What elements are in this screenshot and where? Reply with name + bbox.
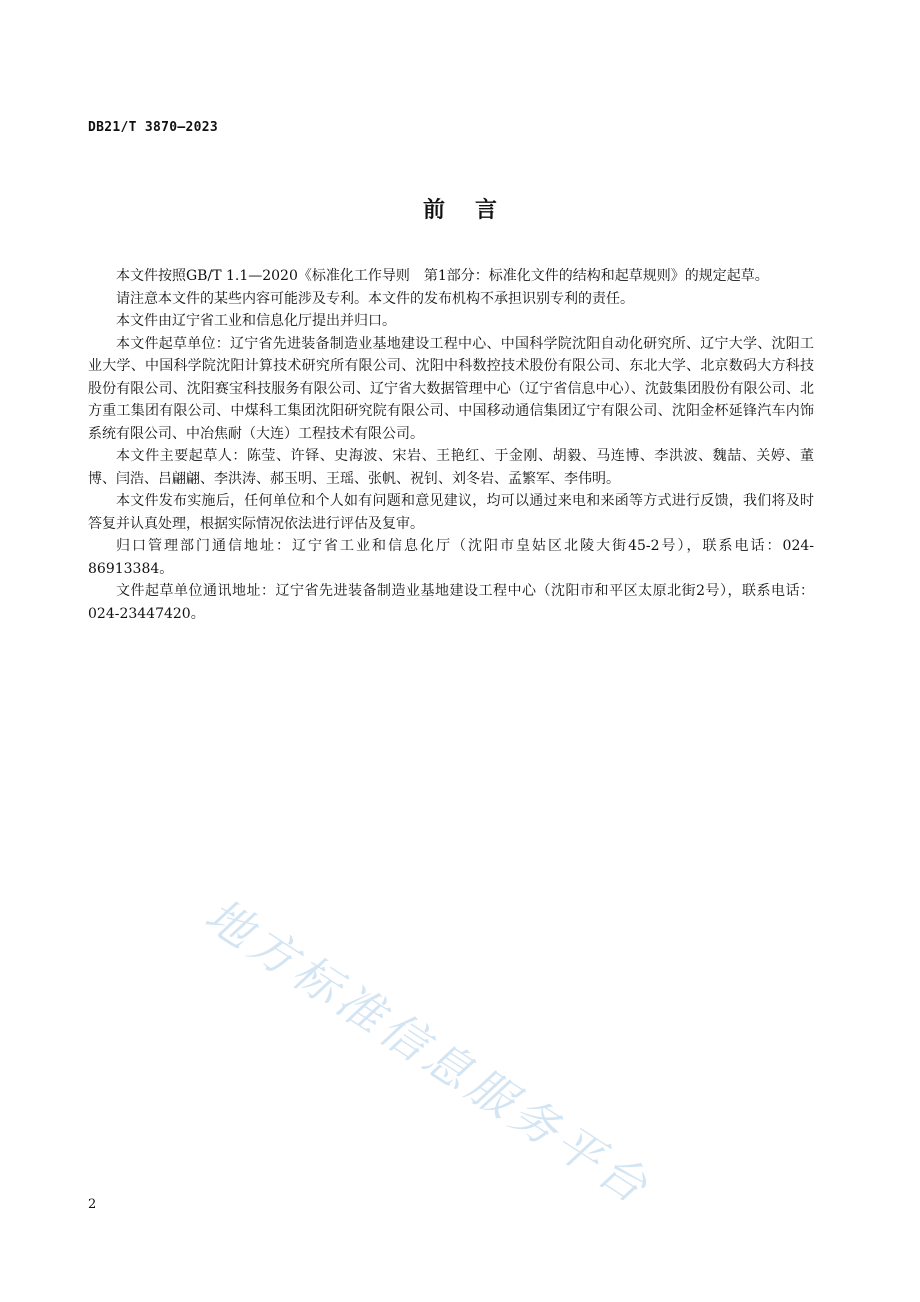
paragraph-drafting-rules: 本文件按照GB/T 1.1—2020《标准化工作导则 第1部分：标准化文件的结构和起草规则》的规定起草。 [116, 268, 769, 284]
paragraph-authority-address: 归口管理部门通信地址：辽宁省工业和信息化厅（沈阳市皇姑区北陵大街45-2号），联系电话：024-86913384。 [88, 538, 814, 577]
paragraph-feedback: 本文件发布实施后，任何单位和个人如有问题和意见建议，均可以通过来电和来函等方式进行反馈，我们将及时答复并认真处理，根据实际情况依法进行评估及复审。 [88, 493, 814, 532]
paragraph-patent-notice: 请注意本文件的某些内容可能涉及专利。本文件的发布机构不承担识别专利的责任。 [116, 290, 634, 307]
page-title: 前言 [422, 198, 527, 223]
foreword-body [88, 265, 814, 625]
paragraph-proposer: 本文件由辽宁省工业和信息化厅提出并归口。 [116, 313, 396, 329]
paragraph-drafter-address: 文件起草单位通讯地址：辽宁省先进装备制造业基地建设工程中心（沈阳市和平区太原北街2号），联系电话：024-23447420。 [88, 583, 814, 622]
page-number: 2 [88, 1197, 97, 1212]
watermark: 地方标准信息服务平台 [195, 887, 662, 1217]
paragraph-drafting-units: 本文件起草单位：辽宁省先进装备制造业基地建设工程中心、中国科学院沈阳自动化研究所、辽宁大学、沈阳工业大学、中国科学院沈阳计算技术研究所有限公司、沈阳中科数控技术股份有限公司、东北大学、北京数码大方科技股份有限公司、沈阳赛宝科技服务有限公司、辽宁省大数据管理中心（辽宁省信息中心）、沈鼓集团股份有限公司、北方重工集团有限公司、中煤科工集团沈阳研究院有限公司、中国移动通信集团辽宁有限公司、沈阳金杯延锋汽车内饰系统有限公司、中冶焦耐（大连）工程技术有限公司。 [88, 335, 814, 442]
paragraph-drafters: 本文件主要起草人：陈莹、许铎、史海波、宋岩、王艳红、于金刚、胡毅、马连博、李洪波、魏喆、关婷、董博、闫浩、吕翩翩、李洪涛、郝玉明、王瑶、张帆、祝钊、刘冬岩、孟繁军、李伟明。 [88, 448, 814, 487]
document-code: DB21/T 3870—2023 [88, 120, 219, 135]
